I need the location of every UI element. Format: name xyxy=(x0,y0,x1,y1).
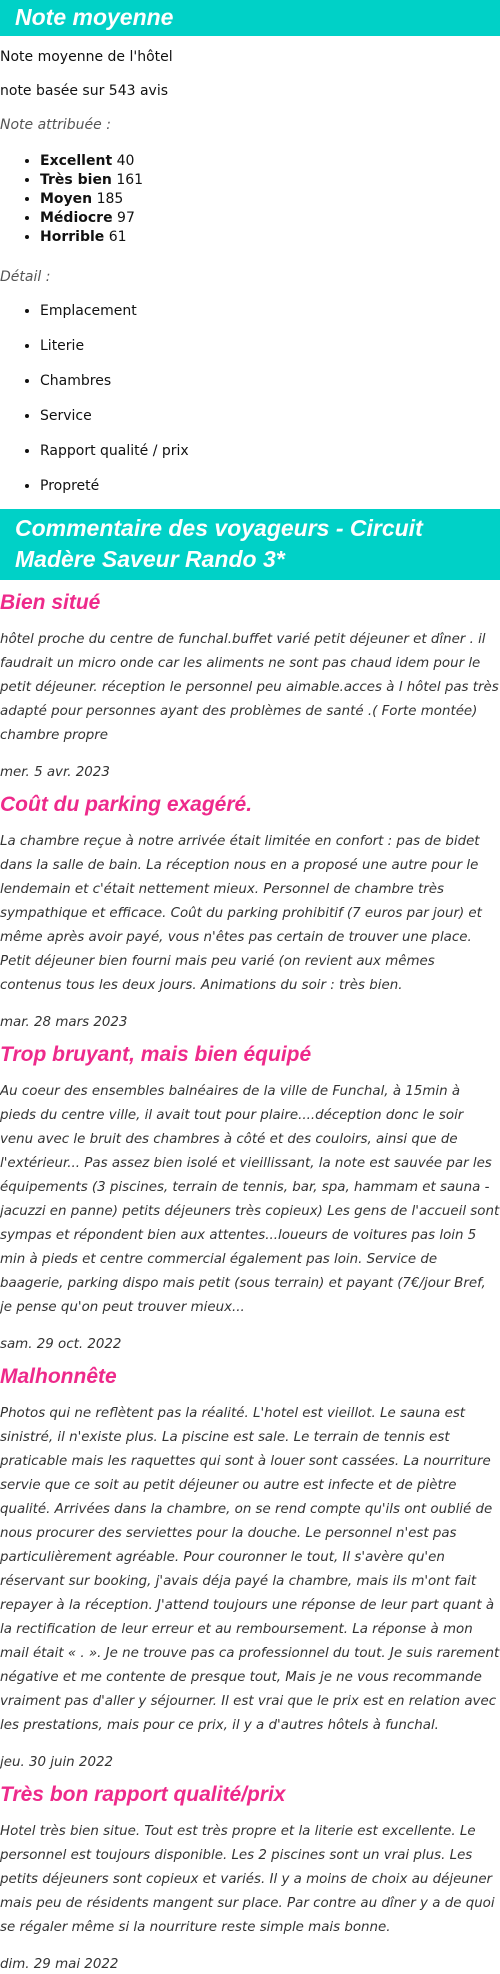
review-text: Photos qui ne reflètent pas la réalité. L'hotel est vieillot. Le sauna est sinistré, il n'existe plus. La piscine est sale. Le terrain de tennis est praticable mais les raquettes qui sont à louer sont cassées. La nourriture servie que ce soit au petit déjeuner ou autre est infecte et de piètre qualité. Arrivées dans la chambre, on se rend compte qu'ils ont oublié de nous procurer des serviettes pour la douche. Le personnel n'est pas particulièrement agréable. Pour couronner le tout, Il s'avère qu'en réservant sur booking, j'avais déja payé la chambre, mais ils m'ont fait repayer à la réception. J'attend toujours une réponse de leur part quant à la rectification de leur erreur et au remboursement. La réponse à mon mail était « . ». Je ne trouve pas ca professionnel du tout. Je suis rarement négative et me contente de presque tout, Mais je ne vous recommande vraiment pas d'aller y séjourner. Il est vrai que le prix est en relation avec les prestations, mais pour ce prix, il y a d'autres hôtels à funchal. xyxy=(0,1406,500,1733)
rating-name: Excellent xyxy=(40,153,113,169)
review-item xyxy=(0,1782,500,1974)
review-date: dim. 29 mai 2022 xyxy=(0,1957,119,1972)
review-item xyxy=(0,792,500,1032)
detail-item-emplacement: • Emplacement xyxy=(40,302,500,320)
detail-criteria-list xyxy=(0,302,500,495)
review-text: Au coeur des ensembles balnéaires de la ville de Funchal, à 15min à pieds du centre ville, il avait tout pour plaire....déception donc le soir venu avec le bruit des chambres à côté et des couloirs, ainsi que de l'extérieur... Pas assez bien isolé et vieillissant, la note est sauvée par les équipements (3 piscines, terrain de tennis, bar, spa, hammam et sauna - jacuzzi en panne) petits déjeuners très copieux) Les gens de l'accueil sont sympas et répondent bien aux attentes...loueurs de voitures pas loin 5 min à pieds et centre commercial également pas loin. Service de baagerie, parking dispo mais petit (sous terrain) et payant (7€/jour Bref, je pense qu'on peut trouver mieux... xyxy=(0,1084,500,1315)
detail-item-literie: • Literie xyxy=(40,337,500,355)
detail-label: Détail : xyxy=(0,269,51,285)
average-rating-title: Note moyenne de l'hôtel xyxy=(0,49,173,65)
review-count-text: note basée sur 543 avis xyxy=(0,83,169,99)
review-title: Trop bruyant, mais bien équipé xyxy=(0,1043,312,1066)
rating-count: 40 xyxy=(116,153,135,169)
detail-item-chambres: • Chambres xyxy=(40,372,500,390)
rating-count: 61 xyxy=(108,229,127,245)
review-title: Coût du parking exagéré. xyxy=(0,793,253,816)
rating-breakdown-list xyxy=(0,152,500,247)
detail-item-rapport-qualite-prix: • Rapport qualité / prix xyxy=(40,442,500,460)
review-title: Bien situé xyxy=(0,591,101,614)
rating-item-moyen xyxy=(40,190,500,209)
review-date: mar. 28 mars 2023 xyxy=(0,1015,128,1030)
review-item xyxy=(0,1364,500,1772)
detail-item-service: • Service xyxy=(40,407,500,425)
review-date: mer. 5 avr. 2023 xyxy=(0,765,110,780)
rating-count: 161 xyxy=(116,172,144,188)
rating-item-horrible xyxy=(40,228,500,247)
rating-name: Très bien xyxy=(40,172,112,188)
reviews-section-heading: Commentaire des voyageurs - Circuit Madère Saveur Rando 3* xyxy=(0,509,500,580)
review-date: sam. 29 oct. 2022 xyxy=(0,1337,122,1352)
rating-label: Note attribuée : xyxy=(0,117,111,133)
rating-item-tres-bien xyxy=(40,171,500,190)
rating-name: Horrible xyxy=(40,229,105,245)
review-item xyxy=(0,1042,500,1354)
review-title: Très bon rapport qualité/prix xyxy=(0,1783,286,1806)
note-section-heading: Note moyenne xyxy=(0,0,500,36)
review-text: hôtel proche du centre de funchal.buffet varié petit déjeuner et dîner . il faudrait un micro onde car les aliments ne sont pas chaud idem pour le petit déjeuner. réception le personnel peu aimable.acces à l hôtel pas très adapté pour personnes ayant des problèmes de santé .( Forte montée) chambre propre xyxy=(0,632,499,743)
review-text: Hotel très bien situe. Tout est très propre et la literie est excellente. Le personnel est toujours disponible. Les 2 piscines sont un vrai plus. Les petits déjeuners sont copieux et variés. Il y a moins de choix au déjeuner mais peu de résidents mangent sur place. Par contre au dîner y a de quoi se régaler même si la nourriture reste simple mais bonne. xyxy=(0,1824,495,1935)
rating-item-excellent xyxy=(40,152,500,171)
detail-item-proprete: • Propreté xyxy=(40,477,500,495)
rating-count: 97 xyxy=(117,210,135,226)
reviews-list xyxy=(0,590,500,1974)
rating-count: 185 xyxy=(96,191,124,207)
rating-item-mediocre xyxy=(40,209,500,228)
review-title: Malhonnête xyxy=(0,1365,117,1388)
rating-name: Médiocre xyxy=(40,210,113,226)
rating-name: Moyen xyxy=(40,191,93,207)
review-item xyxy=(0,590,500,782)
review-text: La chambre reçue à notre arrivée était limitée en confort : pas de bidet dans la salle de bain. La réception nous en a proposé une autre pour le lendemain et c'était nettement mieux. Personnel de chambre très sympathique et efficace. Coût du parking prohibitif (7 euros par jour) et même après avoir payé, vous n'êtes pas certain de trouver une place. Petit déjeuner bien fourni mais peu varié (on revient aux mêmes contenus tous les deux jours. Animations du soir : très bien. xyxy=(0,834,482,993)
note-section xyxy=(0,48,500,495)
review-date: jeu. 30 juin 2022 xyxy=(0,1755,114,1770)
